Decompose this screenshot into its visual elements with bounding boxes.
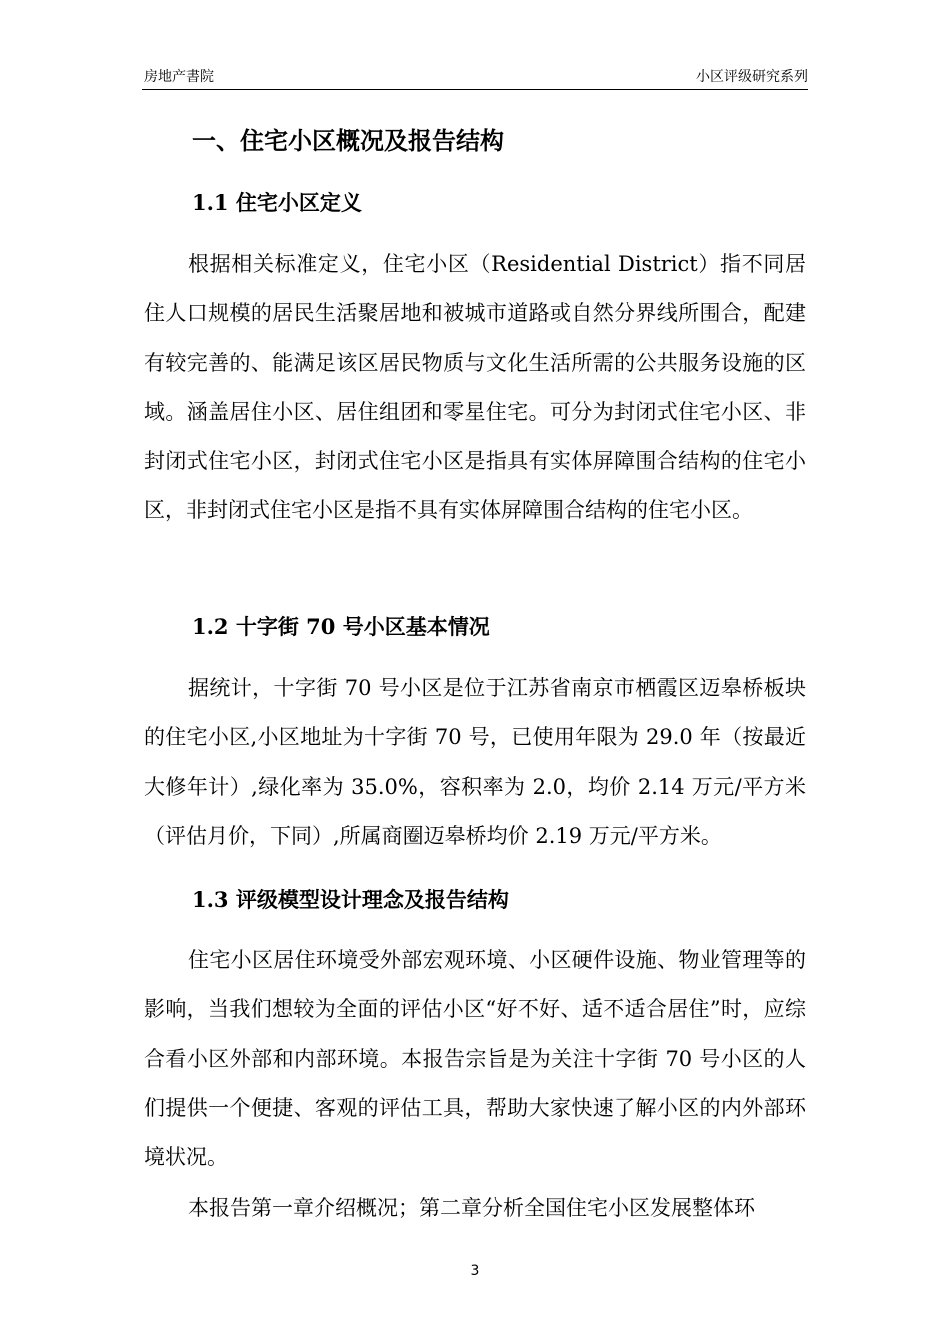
subsection-heading-1-3: 1.3 评级模型设计理念及报告结构 bbox=[192, 887, 509, 912]
subsection-heading-1-1: 1.1 住宅小区定义 bbox=[192, 190, 362, 215]
section-title: 一、住宅小区概况及报告结构 bbox=[192, 126, 504, 155]
page-number: 3 bbox=[470, 1263, 480, 1279]
paragraph-basic-info: 据统计，十字街 70 号小区是位于江苏省南京市栖霞区迈皋桥板块的住宅小区,小区地址为十字街 70 号，已使用年限为 29.0 年（按最近大修年计）,绿化率为 35.0%，容积率为 2.0，均价 2.14 万元/平方米（评估月价，下同）,所属商圈迈皋桥均价 2.19 万元/平方米。 bbox=[144, 676, 806, 848]
subsection-heading-1-2: 1.2 十字街 70 号小区基本情况 bbox=[192, 614, 490, 639]
header-publisher: 房地产書院 bbox=[144, 69, 214, 85]
page-header bbox=[144, 66, 808, 88]
paragraph-definition: 根据相关标准定义，住宅小区（Residential District）指不同居住人口规模的居民生活聚居地和被城市道路或自然分界线所围合，配建有较完善的、能满足该区居民物质与文化生活所需的公共服务设施的区域。涵盖居住小区、居住组团和零星住宅。可分为封闭式住宅小区、非封闭式住宅小区，封闭式住宅小区是指具有实体屏障围合结构的住宅小区，非封闭式住宅小区是指不具有实体屏障围合结构的住宅小区。 bbox=[144, 252, 806, 523]
paragraph-report-structure: 本报告第一章介绍概况；第二章分析全国住宅小区发展整体环 bbox=[188, 1196, 755, 1220]
header-series-title: 小区评级研究系列 bbox=[696, 69, 808, 85]
paragraph-model-design: 住宅小区居住环境受外部宏观环境、小区硬件设施、物业管理等的影响，当我们想较为全面的评估小区“好不好、适不适合居住”时，应综合看小区外部和内部环境。本报告宗旨是为关注十字街 70 号小区的人们提供一个便捷、客观的评估工具，帮助大家快速了解小区的内外部环境状况。 bbox=[144, 948, 806, 1170]
header-divider bbox=[142, 89, 808, 90]
